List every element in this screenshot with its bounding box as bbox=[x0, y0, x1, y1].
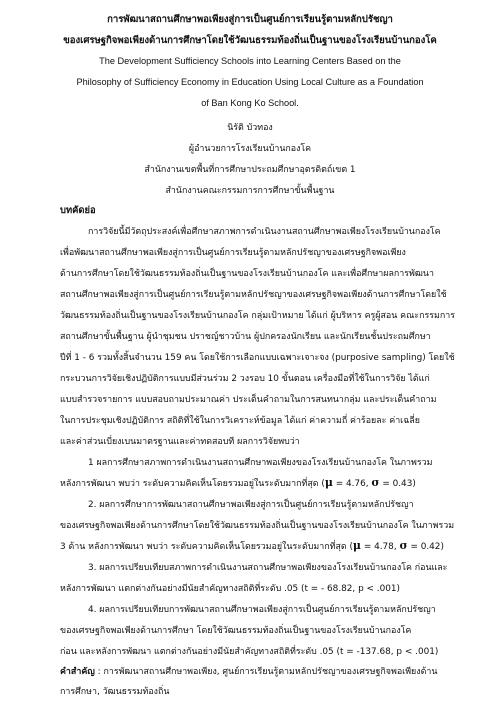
result-4-line: ก่อน และหลังการพัฒนา แตกต่างกันอย่างมีนัยสำคัญทางสถิติที่ระดับ .05 (t = -137.68, p < .001) bbox=[60, 647, 439, 657]
result-4-line: ของเศรษฐกิจพอเพียงด้านการศึกษา โดยใช้วัฒนธรรมท้องถิ่นเป็นฐานของโรงเรียนบ้านกองโค bbox=[60, 626, 412, 636]
abstract-line: สถานศึกษาขั้นพื้นฐาน ผู้นำชุมชน ปราชญ์ชาวบ้าน ผู้ปกครองนักเรียน และนักเรียนชั้นประถมศึกษา bbox=[60, 332, 431, 342]
abstract-line: เพื่อพัฒนาสถานศึกษาพอเพียงสู่การเป็นศูนย์การเรียนรู้ตามหลักปรัชญาของเศรษฐกิจพอเพียง bbox=[60, 248, 406, 258]
mu-value: = 4.78, bbox=[363, 542, 397, 552]
result-4-line: 4. ผลการเปรียบเทียบการพัฒนาสถานศึกษาพอเพียงสู่การเป็นศูนย์การเรียนรู้ตามหลักปรัชญา bbox=[88, 605, 436, 615]
result-2-line bbox=[60, 539, 444, 553]
result-2-line: ของเศรษฐกิจพอเพียงด้านการศึกษาโดยใช้วัฒนธรรมท้องถิ่นเป็นฐานของโรงเรียนบ้านกองโค ในภาพรวม bbox=[60, 521, 455, 531]
abstract-line: กระบวนการวิจัยเชิงปฏิบัติการแบบมีส่วนร่วม 2 วงรอบ 10 ขั้นตอน เครื่องมือที่ใช้ในการวิจัย ได้แก่ bbox=[60, 374, 430, 384]
abstract-line: ปีที่ 1 - 6 รวมทั้งสิ้นจำนวน 159 คน โดยใช้การเลือกแบบเฉพาะเจาะจง (purposive sampling) โดยใช้ bbox=[60, 353, 455, 363]
abstract-line: สถานศึกษาพอเพียงสู่การเป็นศูนย์การเรียนรู้ตามหลักปรัชญาของเศรษฐกิจพอเพียงด้านการศึกษาโดยใช้ bbox=[60, 290, 447, 300]
title-english-line-3: of Ban Kong Ko School. bbox=[201, 98, 299, 108]
abstract-line: แบบสำรวจรายการ แบบสอบถามประมาณค่า ประเด็นคำถามในการสนทนากลุ่ม และประเด็นคำถาม bbox=[60, 395, 437, 405]
result-2-line: 2. ผลการศึกษาการพัฒนาสถานศึกษาพอเพียงสู่การเป็นศูนย์การเรียนรู้ตามหลักปรัชญา bbox=[88, 500, 414, 510]
sigma-symbol: σ bbox=[399, 539, 408, 552]
mu-symbol: μ bbox=[352, 539, 361, 552]
result-3-line: 3. ผลการเปรียบเทียบสภาพการดำเนินงานสถานศึกษาพอเพียงของโรงเรียนบ้านกองโค ก่อนและ bbox=[88, 563, 448, 573]
result-2-text: 3 ด้าน หลังการพัฒนา พบว่า ระดับความคิดเห็นโดยรวมอยู่ในระดับมากที่สุด ( bbox=[60, 542, 353, 552]
keywords-text: : การพัฒนาสถานศึกษาพอเพียง, ศูนย์การเรียนรู้ตามหลักปรัชญาของเศรษฐกิจพอเพียงด้าน bbox=[94, 667, 438, 677]
title-english-line-2: Philosophy of Sufficiency Economy in Education Using Local Culture as a Foundation bbox=[76, 77, 424, 87]
result-1-line bbox=[60, 476, 416, 490]
author-office-1: สำนักงานเขตพื้นที่การศึกษาประถมศึกษาอุตรดิตถ์เขต 1 bbox=[144, 165, 356, 175]
abstract-line: วัฒนธรรมท้องถิ่นเป็นฐานของโรงเรียนบ้านกองโค กลุ่มเป้าหมาย ได้แก่ ผู้บริหาร ครูผู้สอน คณะกรรมการ bbox=[60, 311, 455, 321]
author-position: ผู้อำนวยการโรงเรียนบ้านกองโค bbox=[188, 144, 312, 154]
abstract-line: ในการประชุมเชิงปฏิบัติการ สถิติที่ใช้ในการวิเคราะห์ข้อมูล ได้แก่ ค่าความถี่ ค่าร้อยละ ค่าเฉลี่ย bbox=[60, 416, 420, 426]
mu-symbol: μ bbox=[324, 476, 333, 489]
title-thai-line-1: การพัฒนาสถานศึกษาพอเพียงสู่การเป็นศูนย์การเรียนรู้ตามหลักปรัชญา bbox=[107, 14, 393, 25]
abstract-line: ด้านการศึกษาโดยใช้วัฒนธรรมท้องถิ่นเป็นฐานของโรงเรียนบ้านกองโค และเพื่อศึกษาผลการพัฒนา bbox=[60, 269, 434, 279]
keywords-line-2: การศึกษา, วัฒนธรรมท้องถิ่น bbox=[60, 687, 170, 697]
keywords-label: คำสำคัญ bbox=[60, 667, 95, 677]
sigma-value: = 0.42) bbox=[410, 542, 444, 552]
sigma-symbol: σ bbox=[371, 476, 380, 489]
title-thai-line-2: ของเศรษฐกิจพอเพียงด้านการศึกษาโดยใช้วัฒนธรรมท้องถิ่นเป็นฐานของโรงเรียนบ้านกองโค bbox=[63, 35, 437, 46]
abstract-line: และค่าส่วนเบี่ยงเบนมาตรฐานและค่าทดสอบที ผลการวิจัยพบว่า bbox=[60, 437, 300, 447]
abstract-line: การวิจัยนี้มีวัตถุประสงค์เพื่อศึกษาสภาพการดำเนินงานสถานศึกษาพอเพียงโรงเรียนบ้านกองโค bbox=[88, 227, 441, 237]
author-office-2: สำนักงานคณะกรรมการการศึกษาขั้นพื้นฐาน bbox=[165, 186, 335, 196]
result-3-line: หลังการพัฒนา แตกต่างกันอย่างมีนัยสำคัญทางสถิติที่ระดับ .05 (t = - 68.82, p < .001) bbox=[60, 584, 401, 594]
keywords-line-1 bbox=[60, 664, 437, 678]
title-english-line-1: The Development Sufficiency Schools into Learning Centers Based on the bbox=[99, 56, 401, 66]
author-name: นิรัติ บัวทอง bbox=[227, 123, 273, 133]
result-1-text: หลังการพัฒนา พบว่า ระดับความคิดเห็นโดยรวมอยู่ในระดับมากที่สุด ( bbox=[60, 479, 325, 489]
mu-value: = 4.76, bbox=[335, 479, 369, 489]
abstract-heading: บทคัดย่อ bbox=[60, 205, 96, 216]
result-1-line: 1 ผลการศึกษาสภาพการดำเนินงานสถานศึกษาพอเพียงของโรงเรียนบ้านกองโค ในภาพรวม bbox=[88, 458, 433, 468]
sigma-value: = 0.43) bbox=[382, 479, 416, 489]
